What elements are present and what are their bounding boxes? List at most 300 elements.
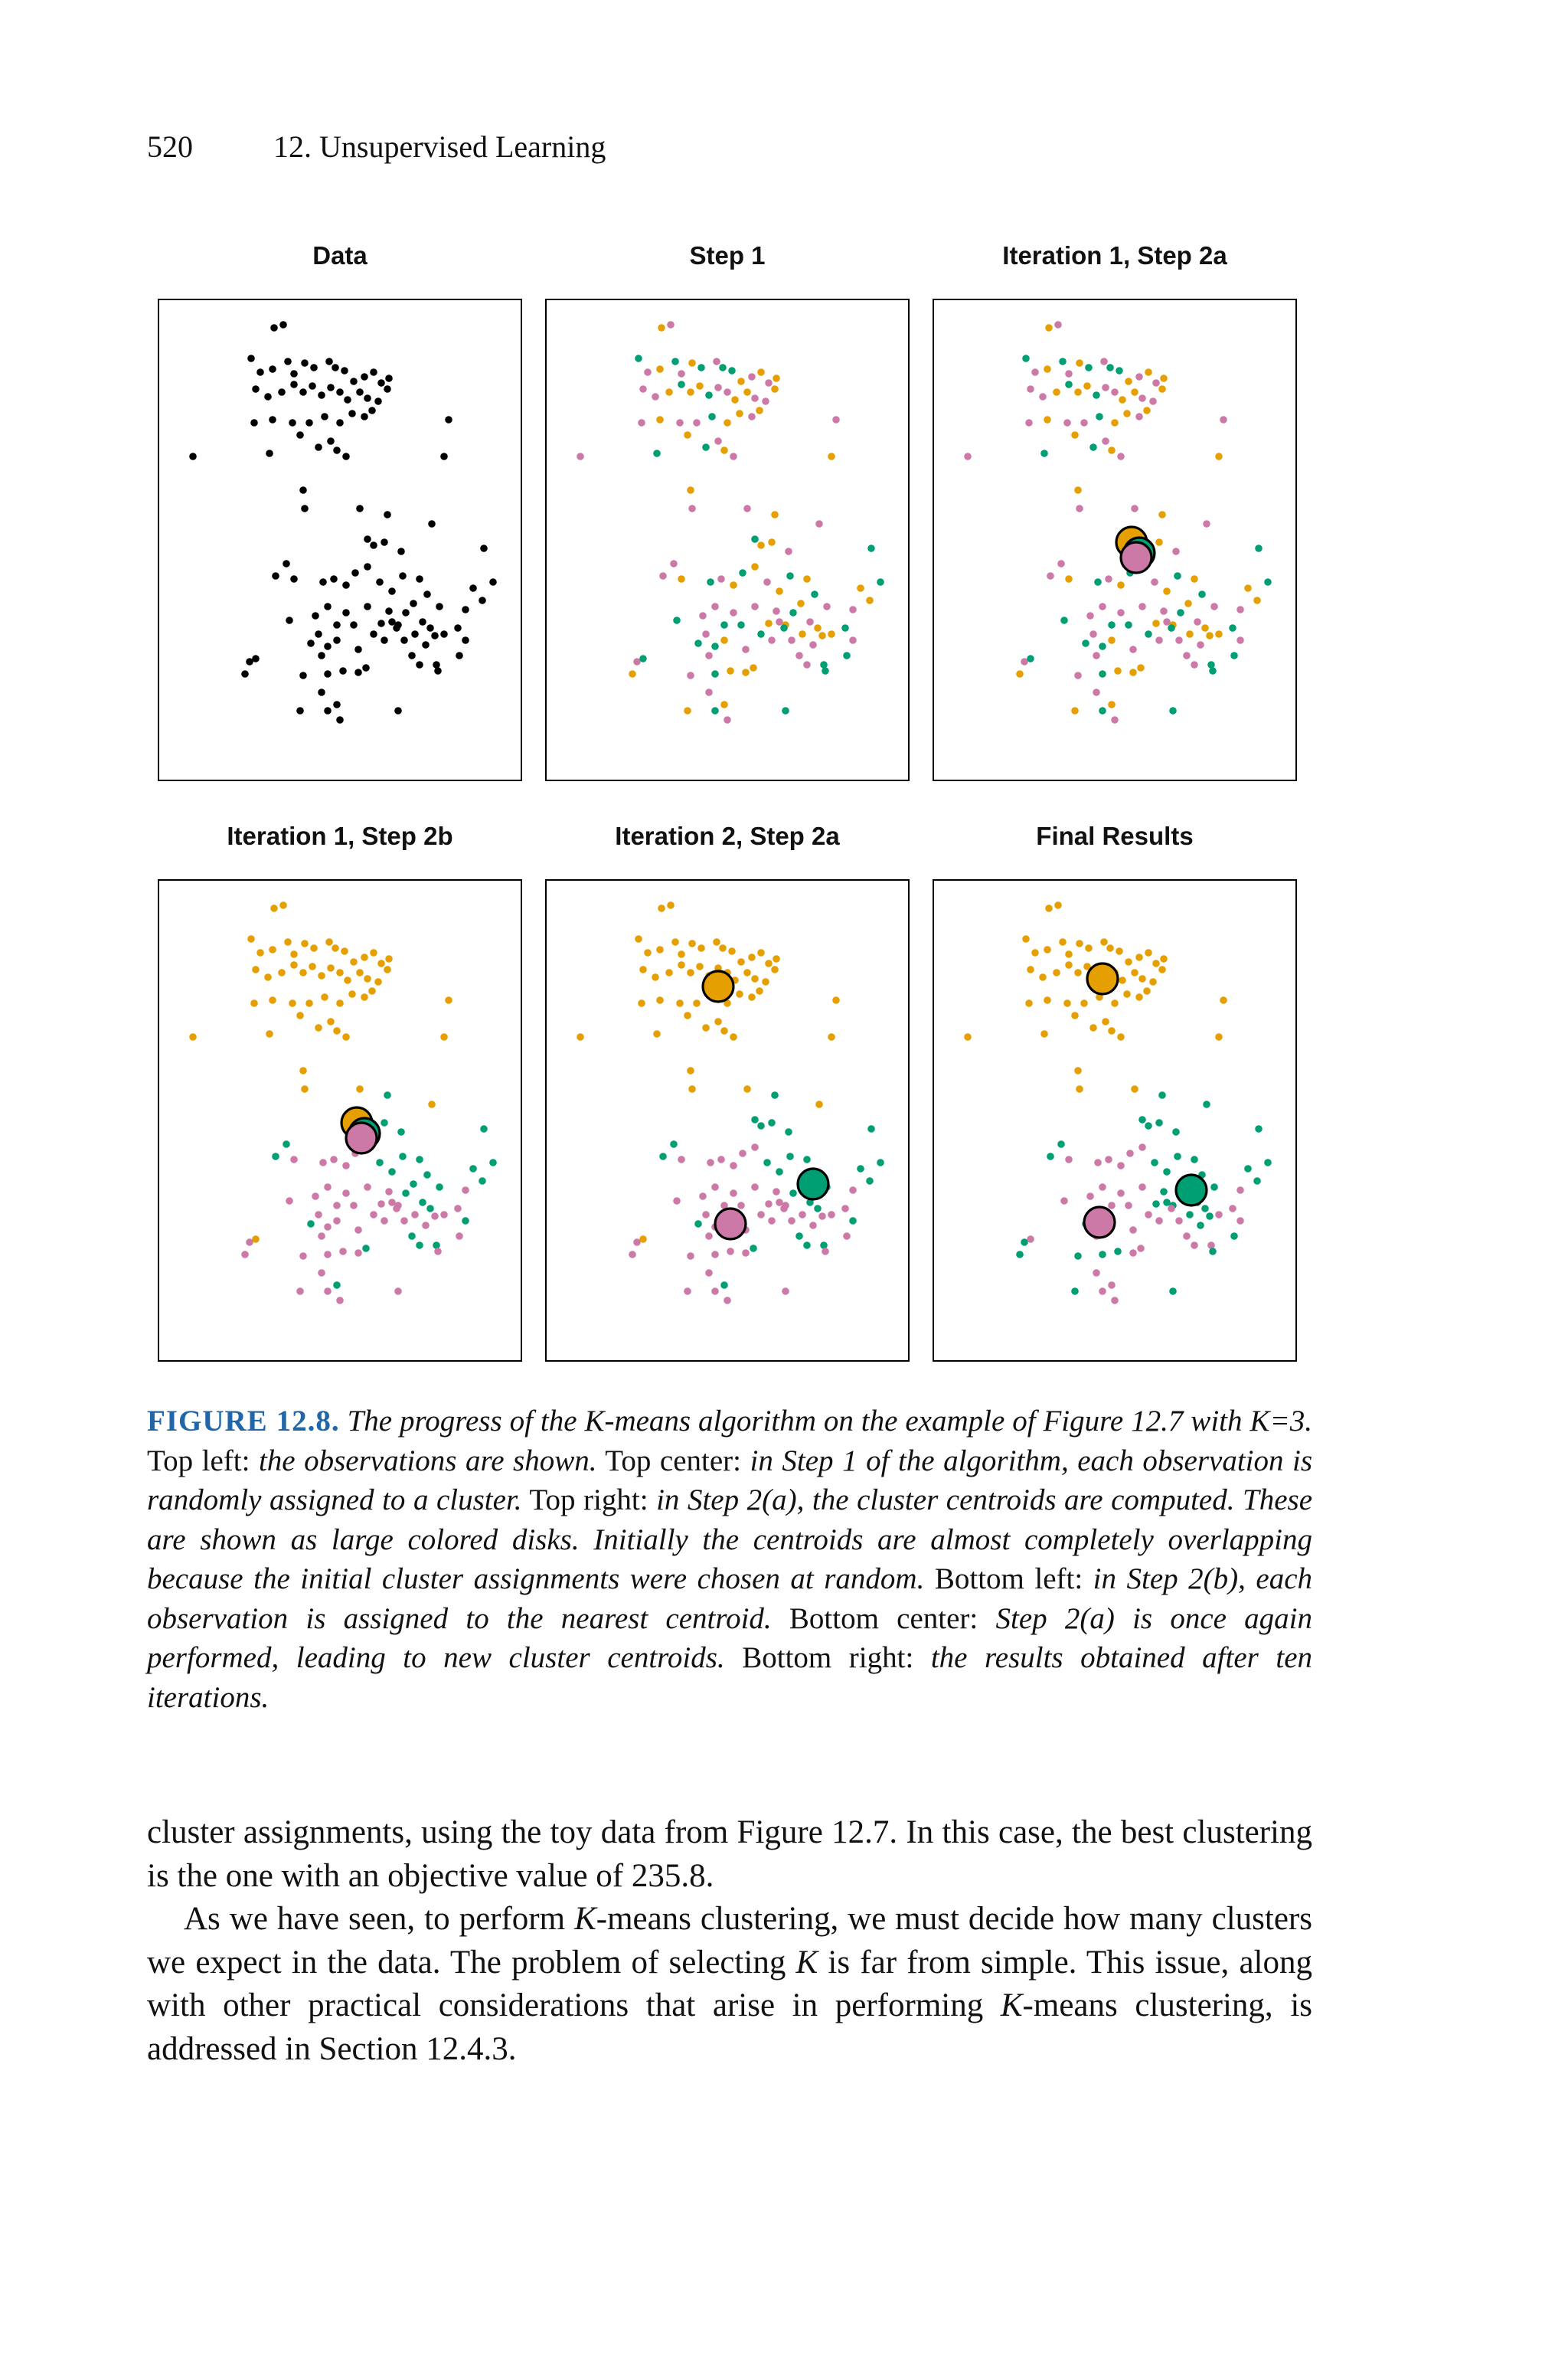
data-point-orange [676,999,684,1007]
data-point-orange [1106,944,1114,952]
data-point-pink [1027,385,1034,393]
caption-bottom-right-label: Bottom right: [742,1641,914,1674]
data-point-orange [687,1067,694,1075]
scatter-plot-iter1-step2b [159,881,521,1360]
data-point-orange [1125,958,1132,966]
data-point-orange [656,946,664,953]
data-point-black [315,443,322,451]
data-point-black [410,600,417,607]
data-point-green [1163,1168,1171,1176]
data-point-orange [639,966,647,973]
data-point-orange [1145,949,1152,957]
data-point-orange [315,1024,322,1032]
data-point-green [1108,621,1116,629]
data-point-green [1116,367,1123,375]
data-point-orange [730,1033,737,1041]
data-point-orange [696,382,704,390]
data-point-green [1174,572,1181,580]
data-point-pink [799,1211,806,1218]
centroid-pink [346,1123,377,1153]
data-point-pink [394,1287,402,1295]
data-point-green [423,1171,431,1179]
data-point-orange [720,1027,728,1035]
data-point-black [299,388,307,396]
caption-top-right-label: Top right: [529,1483,648,1516]
data-point-orange [678,575,685,583]
data-point-green [1203,1101,1210,1108]
data-point-orange [757,541,765,549]
body-text [147,1811,1312,2071]
data-point-pink [765,1200,773,1208]
data-point-green [1022,355,1030,362]
data-point-orange [638,999,645,1007]
data-point-black [290,370,298,378]
data-point-black [301,359,309,367]
data-point-black [318,652,325,659]
data-point-orange [301,1085,309,1093]
data-point-orange [687,969,694,976]
data-point-orange [635,935,642,943]
data-point-orange [743,1085,751,1093]
data-point-pink [1183,652,1191,659]
data-point-green [751,1116,759,1124]
data-point-orange [678,961,685,969]
data-point-orange [714,1018,722,1025]
data-point-green [1096,413,1103,420]
data-point-green [1172,1128,1180,1136]
data-point-pink [803,661,811,669]
data-point-orange [1160,375,1168,382]
data-point-orange [771,966,779,973]
data-point-orange [1053,969,1060,976]
data-point-green [479,1177,486,1185]
data-point-green [376,1159,384,1166]
data-point-pink [456,1232,463,1240]
data-point-green [711,707,719,715]
data-point-green [1244,1165,1252,1173]
data-point-green [678,381,685,388]
data-point-orange [727,667,734,675]
data-point-pink [705,689,713,696]
data-point-black [256,368,264,376]
data-point-orange [364,975,371,983]
data-point-green [1174,1153,1181,1160]
data-point-green [849,1217,857,1225]
data-point-pink [676,419,684,427]
data-point-orange [341,947,348,955]
data-point-green [1125,621,1132,629]
data-point-orange [751,975,759,983]
data-point-black [393,624,400,632]
data-point-pink [1129,646,1137,653]
data-point-black [397,548,405,555]
data-point-pink [724,716,731,724]
data-point-orange [1071,431,1079,439]
data-point-orange [1138,975,1146,983]
data-point-orange [284,938,292,946]
data-point-black [454,624,462,632]
data-point-green [786,572,794,580]
data-point-black [324,643,332,650]
data-point-pink [832,416,840,424]
data-point-pink [743,505,751,512]
data-point-black [333,446,341,454]
data-point-orange [1108,446,1116,454]
data-point-green [426,1205,434,1212]
data-point-green [795,1232,803,1240]
data-point-pink [1100,358,1108,365]
data-point-pink [1236,1186,1244,1194]
figure-label: FIGURE 12.8. [147,1405,340,1438]
data-point-green [670,1140,678,1148]
data-point-pink [711,1287,719,1295]
data-point-pink [751,394,759,402]
data-point-black [423,590,431,598]
caption-bottom-center-text: Step 2(a) is once again performed, leading to new cluster centroids. [147,1601,1313,1674]
data-point-pink [705,652,713,659]
data-point-black [327,437,335,445]
data-point-orange [652,973,659,981]
data-point-black [374,397,382,405]
data-point-pink [393,1205,400,1212]
data-point-black [336,716,344,724]
data-point-pink [1099,603,1106,610]
data-point-pink [315,1211,322,1218]
data-point-black [299,672,307,679]
data-point-pink [324,1287,332,1295]
data-point-pink [1039,393,1047,401]
data-point-orange [1053,388,1060,396]
data-point-orange [1114,667,1122,675]
data-point-green [381,1119,388,1127]
data-point-black [364,535,371,543]
data-point-black [351,569,359,577]
data-point-black [305,419,313,427]
data-point-orange [1040,1030,1048,1038]
data-point-green [843,652,851,659]
data-point-green [1197,1222,1204,1229]
chapter-title: 12. Unsupervised Learning [273,129,606,164]
data-point-orange [1100,938,1108,946]
data-point-pink [742,646,750,653]
data-point-pink [724,1297,731,1304]
data-point-pink [737,1202,745,1209]
data-point-orange [1119,976,1126,984]
data-point-black [381,538,388,546]
data-point-green [1059,358,1067,365]
data-point-orange [1137,664,1145,672]
data-point-orange [688,940,696,947]
data-point-pink [1117,609,1125,617]
data-point-green [388,1168,396,1176]
data-point-pink [849,636,857,644]
data-point-pink [1194,618,1201,626]
data-point-black [361,373,368,381]
data-point-orange [1044,365,1051,373]
data-point-green [1094,578,1102,586]
data-point-orange [1054,901,1062,909]
data-point-black [480,545,488,552]
data-point-green [757,630,765,638]
data-point-green [402,1189,410,1197]
data-point-orange [1065,961,1073,969]
data-point-orange [1071,1012,1079,1019]
paragraph-1: cluster assignments, using the toy data from Figure 12.7. In this case, the best clustering is the one with an objective value of 235.8. [147,1814,1312,1894]
panel-iter1-step2a [933,299,1297,781]
data-point-orange [742,669,750,676]
data-point-orange [688,1085,696,1093]
data-point-black [252,655,260,662]
data-point-orange [1025,999,1033,1007]
data-point-pink [400,1217,408,1225]
centroid-pink [1121,542,1152,573]
data-point-pink [849,606,857,613]
data-point-pink [705,1232,713,1240]
data-point-black [436,603,443,610]
data-point-green [1099,1251,1106,1258]
centroid-green [1176,1175,1207,1205]
data-point-green [694,1220,702,1228]
data-point-green [776,1168,783,1176]
data-point-pink [1155,1217,1163,1225]
data-point-black [318,689,325,696]
data-point-black [399,572,407,580]
data-point-pink [687,672,694,679]
data-point-green [272,1153,279,1160]
data-point-green [750,1245,757,1252]
data-point-black [377,379,385,387]
data-point-black [377,620,385,627]
data-point-pink [748,373,756,381]
data-point-pink [1080,419,1088,427]
data-point-pink [1060,1197,1068,1205]
data-point-orange [252,1235,260,1243]
caption-sentence-1: The progress of the K-means algorithm on the example of Figure 12.7 with K=3. [347,1405,1313,1438]
data-point-pink [702,1211,710,1218]
data-point-orange [818,632,826,639]
data-point-pink [964,453,972,460]
data-point-orange [385,955,393,963]
data-point-pink [324,1183,332,1191]
data-point-black [356,505,364,512]
data-point-orange [658,324,665,332]
data-point-green [857,1165,864,1173]
data-point-orange [748,953,756,961]
data-point-orange [1022,935,1030,943]
data-point-green [814,1205,822,1212]
data-point-pink [1203,520,1210,528]
panel-iter1-step2b [158,879,522,1362]
data-point-green [780,624,788,632]
data-point-pink [1031,368,1039,376]
data-point-pink [1105,1156,1112,1163]
data-point-orange [361,953,368,961]
data-point-green [1177,609,1184,617]
data-point-pink [659,572,667,580]
data-point-black [370,368,377,376]
data-point-orange [321,993,328,1001]
data-point-pink [765,379,773,387]
data-point-green [757,1122,765,1130]
data-point-pink [364,1183,371,1191]
data-point-pink [1183,1232,1191,1240]
data-point-pink [751,603,759,610]
data-point-black [381,636,388,644]
data-point-orange [629,670,636,678]
data-point-orange [684,431,691,439]
data-point-black [269,416,276,424]
data-point-pink [342,1162,350,1169]
data-point-pink [768,636,776,644]
data-point-green [659,1153,667,1160]
data-point-green [707,578,714,586]
data-point-orange [656,365,664,373]
data-point-pink [1126,1150,1134,1157]
scatter-plot-step1 [547,300,908,780]
data-point-green [1229,624,1236,632]
data-point-pink [339,1248,347,1255]
data-point-green [1264,578,1272,586]
data-point-orange [684,707,691,715]
data-point-pink [1054,321,1062,329]
data-point-black [428,520,436,528]
data-point-pink [1175,636,1183,644]
data-point-pink [1117,453,1125,460]
centroid-pink [1084,1207,1115,1238]
data-point-orange [1244,584,1252,592]
data-point-green [416,1156,423,1163]
data-point-pink [699,1192,707,1200]
data-point-black [301,505,309,512]
data-point-green [803,1156,811,1163]
data-point-pink [727,1248,734,1255]
data-point-orange [1083,382,1091,390]
caption-bottom-left-text: in Step 2(b), each observation is assigned to the nearest centroid. [147,1562,1312,1635]
data-point-black [310,364,318,371]
data-point-orange [1059,938,1067,946]
data-point-pink [1135,373,1143,381]
data-point-green [708,413,716,420]
data-point-orange [1158,385,1166,393]
data-point-green [1253,1177,1261,1185]
data-point-pink [1099,1287,1106,1295]
data-point-green [1138,1116,1146,1124]
data-point-orange [350,958,358,966]
data-point-orange [1160,955,1168,963]
data-point-orange [832,996,840,1004]
centroid-green [798,1169,828,1199]
data-point-pink [1093,689,1100,696]
data-point-pink [1102,437,1109,445]
data-point-pink [1138,1143,1146,1151]
data-point-orange [1076,940,1083,947]
data-point-green [1201,1205,1209,1212]
data-point-green [737,621,745,629]
data-point-black [348,410,356,417]
data-point-black [361,413,368,420]
data-point-black [296,431,304,439]
data-point-pink [1117,1189,1125,1197]
data-point-green [1209,1248,1217,1255]
data-point-pink [785,548,792,555]
data-point-orange [332,944,339,952]
data-point-orange [1123,410,1131,417]
data-point-orange [1108,701,1116,708]
data-point-orange [290,950,298,958]
data-point-orange [765,620,773,627]
data-point-black [416,575,423,583]
data-point-pink [1138,603,1146,610]
data-point-orange [1149,978,1157,986]
data-point-orange [269,946,276,953]
data-point-pink [1197,641,1204,649]
data-point-orange [750,664,757,672]
data-point-orange [279,901,287,909]
data-point-orange [305,999,313,1007]
data-point-green [639,655,647,662]
data-point-orange [687,486,694,494]
data-point-green [1230,652,1238,659]
data-point-black [315,630,322,638]
data-point-pink [644,368,652,376]
data-point-black [426,624,434,632]
data-point-orange [743,388,751,396]
data-point-orange [1065,575,1073,583]
data-point-orange [1065,950,1073,958]
data-point-green [739,569,746,577]
data-point-orange [1074,1067,1082,1075]
data-point-orange [665,388,673,396]
data-point-pink [780,1205,788,1212]
data-point-orange [736,410,743,417]
data-point-pink [788,1217,795,1225]
data-point-green [283,1140,290,1148]
data-point-green [1099,670,1106,678]
data-point-pink [1129,1226,1137,1234]
data-point-orange [1108,1027,1116,1035]
data-point-green [820,661,828,669]
data-point-pink [782,1287,789,1295]
data-point-black [339,667,347,675]
data-point-black [350,378,358,385]
data-point-black [312,612,319,620]
data-point-green [1152,1200,1160,1208]
data-point-orange [309,963,316,970]
data-point-pink [822,1248,829,1255]
data-point-green [673,617,681,624]
data-point-pink [652,393,659,401]
data-point-green [719,364,727,371]
data-point-black [368,407,376,414]
data-point-orange [684,1012,691,1019]
data-point-pink [241,1251,249,1258]
data-point-green [480,1125,488,1133]
data-point-green [489,1159,497,1166]
data-point-green [1160,1188,1168,1196]
data-point-pink [711,1183,719,1191]
data-point-green [1057,1140,1065,1148]
data-point-pink [815,520,823,528]
data-point-pink [1102,384,1109,391]
data-point-black [290,575,298,583]
data-point-orange [720,701,728,708]
data-point-orange [1117,581,1125,589]
running-head [147,129,606,165]
data-point-black [350,621,358,629]
data-point-orange [757,949,765,957]
data-point-green [462,1217,469,1225]
data-point-black [241,670,249,678]
